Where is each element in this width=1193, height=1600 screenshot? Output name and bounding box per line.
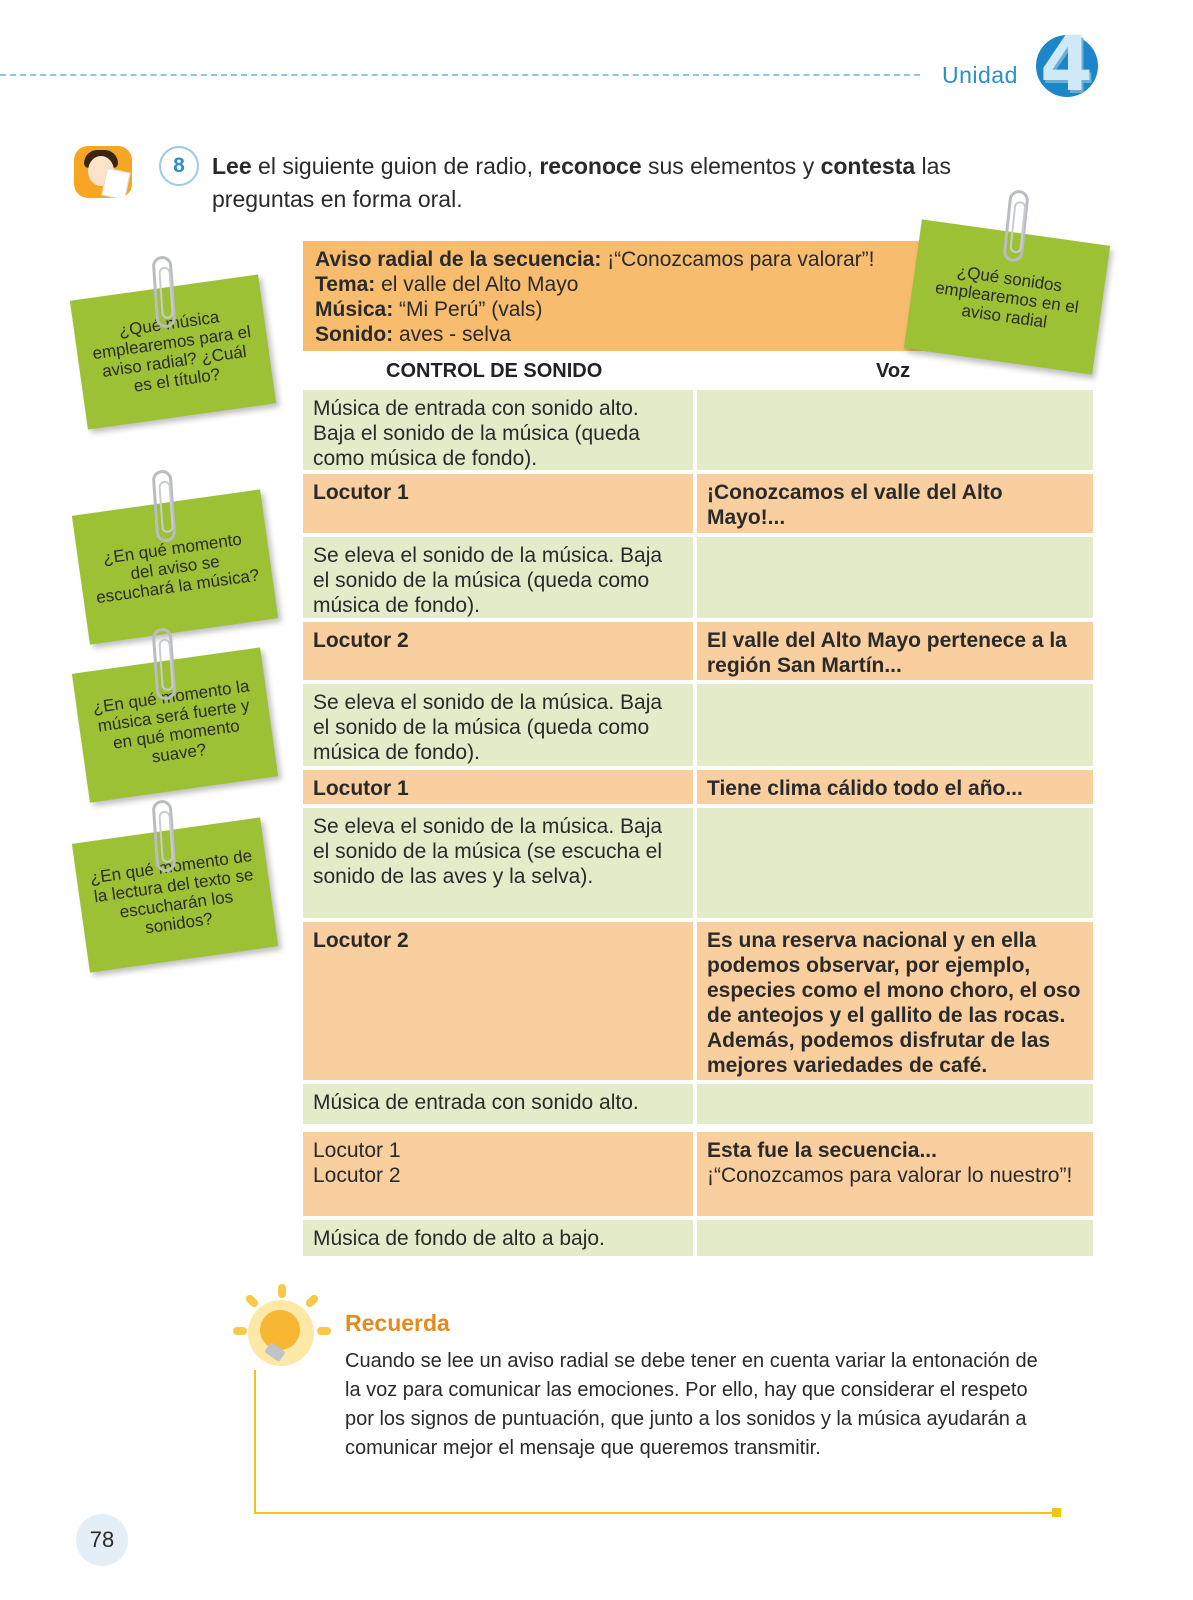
table-row <box>303 622 1093 680</box>
sticky-note: ¿En qué momento de la lectura del texto se escucharán los sonidos? <box>72 817 278 972</box>
instruction-segment: las preguntas en forma oral. <box>212 153 951 212</box>
recuerda-title: Recuerda <box>345 1310 450 1336</box>
bracket-line <box>254 1370 256 1512</box>
sound-control-text: Se eleva el sonido de la música. Baja el sonido de la música (queda como música de fondo). <box>303 684 693 766</box>
voice-text: Es una reserva nacional y en ella podemos observar, por ejemplo, especies como el mono choro, el oso de anteojos y el gallito de las rocas. Además, podemos disfrutar de las mejores variedades de café. <box>697 922 1093 1080</box>
script-meta-line <box>315 247 911 272</box>
speaker-label: Locutor 2 <box>303 922 693 1080</box>
instruction-segment: reconoce <box>539 153 642 179</box>
activity-number: 8 <box>159 146 199 186</box>
table-row <box>303 1084 1093 1124</box>
script-meta-value: ¡“Conozcamos para valorar”! <box>601 248 875 271</box>
instruction-segment: contesta <box>820 153 916 179</box>
speaker-label: Locutor 2 <box>303 622 693 680</box>
column-header-control-sonido: CONTROL DE SONIDO <box>386 360 603 382</box>
activity-instruction <box>212 150 1012 216</box>
table-row <box>303 770 1093 804</box>
speaker-label: Locutor 2 <box>313 1164 401 1187</box>
sticky-note: ¿En qué momento la música será fuerte y en qué momento suave? <box>72 647 278 802</box>
sticky-note: ¿Qué música emplearemos para el aviso radial? ¿Cuál es el título? <box>70 274 276 429</box>
script-meta-label: Aviso radial de la secuencia: <box>315 248 602 271</box>
script-header <box>303 241 923 351</box>
unit-label: Unidad <box>942 62 1018 88</box>
sound-control-text: Música de entrada con sonido alto. <box>303 1084 693 1124</box>
voice-text <box>697 1084 1093 1124</box>
voice-text <box>697 537 1093 618</box>
speaker-label: Locutor 1 <box>313 1139 401 1162</box>
speaker-label: Locutor 1 <box>303 474 693 533</box>
student-writing-icon <box>74 146 132 198</box>
table-row <box>303 1132 1093 1216</box>
sound-control-text: Música de entrada con sonido alto. Baja el sonido de la música (queda como música de fondo). <box>303 390 693 470</box>
speaker-label: Locutor 1 <box>303 770 693 804</box>
paperclip-icon <box>152 255 177 328</box>
script-meta-line <box>315 322 911 347</box>
script-meta-label: Música: <box>315 298 394 321</box>
paperclip-icon <box>152 799 177 872</box>
bracket-line <box>254 1512 1056 1514</box>
bracket-end <box>1052 1508 1061 1517</box>
sound-control-text: Se eleva el sonido de la música. Baja el sonido de la música (queda como música de fondo). <box>303 537 693 618</box>
paperclip-icon <box>152 469 177 542</box>
voice-text: ¡Conozcamos el valle del Alto Mayo!... <box>697 474 1093 533</box>
script-meta-label: Sonido: <box>315 323 394 346</box>
table-row <box>303 474 1093 533</box>
instruction-segment: sus elementos y <box>641 153 821 179</box>
script-meta-line <box>315 297 911 322</box>
recuerda-text: Cuando se lee un aviso radial se debe tener en cuenta variar la entonación de la voz para comunicar las emociones. Por ello, hay que considerar el respeto por los signos de puntuación, que junto a los sonidos y la música ayudarán a comunicar mejor el mensaje que queremos transmitir. <box>345 1350 1038 1459</box>
script-meta-line <box>315 272 911 297</box>
lightbulb-icon <box>238 1290 328 1380</box>
voice-text: El valle del Alto Mayo pertenece a la región San Martín... <box>697 622 1093 680</box>
table-row <box>303 684 1093 766</box>
table-row <box>303 390 1093 470</box>
header-dashed-line <box>0 74 920 76</box>
voice-text <box>697 808 1093 918</box>
voice-text <box>697 1220 1093 1256</box>
voice-text: ¡“Conozcamos para valorar lo nuestro”! <box>707 1164 1073 1187</box>
table-row <box>303 808 1093 918</box>
script-meta-value: “Mi Perú” (vals) <box>393 298 543 321</box>
table-row <box>303 922 1093 1080</box>
table-row <box>303 1220 1093 1256</box>
sticky-note: ¿Qué sonidos emplearemos en el aviso radial <box>904 219 1110 374</box>
voice-text <box>697 390 1093 470</box>
script-meta-value: aves - selva <box>393 323 512 346</box>
script-meta-value: el valle del Alto Mayo <box>375 273 579 296</box>
unit-number: 4 <box>1040 19 1093 108</box>
sound-control-text: Música de fondo de alto a bajo. <box>303 1220 693 1256</box>
column-header-voz: Voz <box>876 360 911 382</box>
instruction-segment: Lee <box>212 153 252 179</box>
script-meta-label: Tema: <box>315 273 376 296</box>
page-number: 78 <box>76 1514 128 1566</box>
instruction-segment: el siguiente guion de radio, <box>251 153 540 179</box>
sound-control-text: Se eleva el sonido de la música. Baja el sonido de la música (se escucha el sonido de las aves y la selva). <box>303 808 693 918</box>
voice-text: Tiene clima cálido todo el año... <box>697 770 1093 804</box>
sticky-note: ¿En qué momento del aviso se escuchará la música? <box>72 489 278 644</box>
voice-text: Esta fue la secuencia... <box>707 1139 937 1162</box>
voice-text <box>697 684 1093 766</box>
table-row <box>303 537 1093 618</box>
paperclip-icon <box>152 627 177 700</box>
